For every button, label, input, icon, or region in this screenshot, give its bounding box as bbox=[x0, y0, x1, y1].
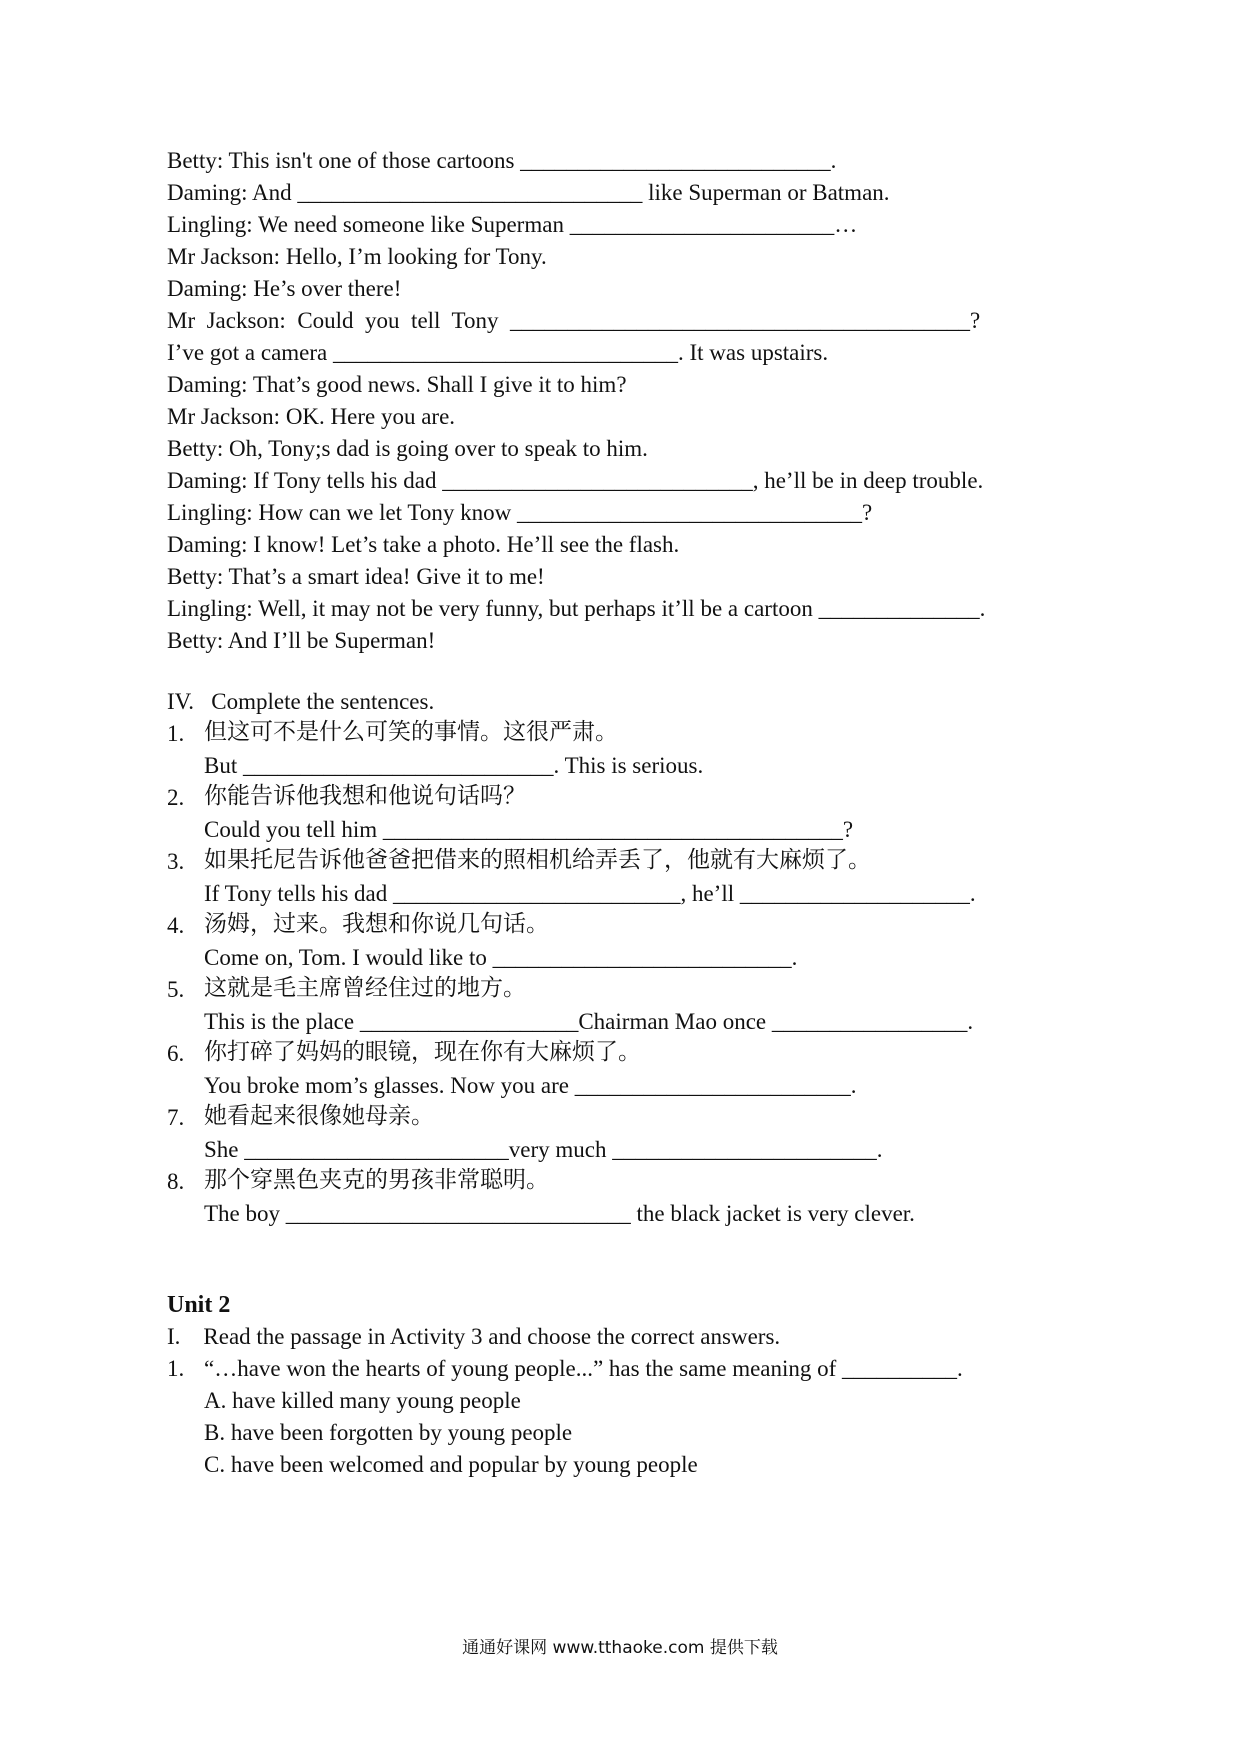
dialogue-line: Daming: That’s good news. Shall I give it to him? bbox=[167, 372, 627, 397]
item-number: 3. bbox=[167, 849, 185, 874]
dialogue-line: Mr Jackson: OK. Here you are. bbox=[167, 404, 456, 429]
chinese-prompt: 汤姆，过来。我想和你说几句话。 bbox=[204, 911, 549, 937]
english-sentence: This is the place ___________________Chairman Mao once _________________. bbox=[204, 1009, 974, 1034]
english-sentence: Could you tell him ________________________________________? bbox=[204, 817, 854, 842]
answer-option: B. have been forgotten by young people bbox=[204, 1420, 573, 1445]
item-number: 2. bbox=[167, 785, 185, 810]
item-number: 6. bbox=[167, 1041, 185, 1066]
dialogue-line: Betty: And I’ll be Superman! bbox=[167, 628, 436, 653]
chinese-prompt: 这就是毛主席曾经住过的地方。 bbox=[204, 975, 526, 1001]
dialogue-line: Lingling: How can we let Tony know ______________________________? bbox=[167, 500, 873, 525]
dialogue-line: Betty: Oh, Tony;s dad is going over to speak to him. bbox=[167, 436, 648, 461]
dialogue-line: Betty: This isn't one of those cartoons ___________________________. bbox=[167, 148, 837, 173]
dialogue-line: Betty: That’s a smart idea! Give it to me! bbox=[167, 564, 545, 589]
item-number: 5. bbox=[167, 977, 185, 1002]
dialogue-line: Daming: If Tony tells his dad ___________________________, he’ll be in deep trouble. bbox=[167, 468, 984, 493]
chinese-prompt: 如果托尼告诉他爸爸把借来的照相机给弄丢了，他就有大麻烦了。 bbox=[204, 847, 871, 873]
dialogue-line: Daming: I know! Let’s take a photo. He’ll see the flash. bbox=[167, 532, 680, 557]
section-heading: I. Read the passage in Activity 3 and choose the correct answers. bbox=[167, 1324, 781, 1349]
dialogue-line: Lingling: We need someone like Superman _______________________… bbox=[167, 212, 858, 237]
chinese-prompt: 那个穿黑色夹克的男孩非常聪明。 bbox=[204, 1167, 549, 1193]
dialogue-line: Lingling: Well, it may not be very funny, but perhaps it’ll be a cartoon ______________. bbox=[167, 596, 986, 621]
english-sentence: You broke mom’s glasses. Now you are ________________________. bbox=[204, 1073, 857, 1098]
answer-option: A. have killed many young people bbox=[204, 1388, 521, 1413]
dialogue-line: I’ve got a camera ______________________________. It was upstairs. bbox=[167, 340, 829, 365]
dialogue-line: Mr Jackson: Hello, I’m looking for Tony. bbox=[167, 244, 547, 269]
english-sentence: Come on, Tom. I would like to __________________________. bbox=[204, 945, 798, 970]
chinese-prompt: 你能告诉他我想和他说句话吗？ bbox=[204, 783, 526, 809]
unit-title: Unit 2 bbox=[167, 1292, 231, 1318]
english-sentence: The boy ______________________________ the black jacket is very clever. bbox=[204, 1201, 915, 1226]
english-sentence: But ___________________________. This is serious. bbox=[204, 753, 704, 778]
question-number: 1. bbox=[167, 1356, 185, 1381]
page-footer: 通通好课网 www.tthaoke.com 提供下载 bbox=[462, 1638, 778, 1658]
dialogue-line: Mr Jackson: Could you tell Tony ________________________________________? bbox=[167, 308, 981, 333]
chinese-prompt: 但这可不是什么可笑的事情。这很严肃。 bbox=[204, 719, 618, 745]
dialogue-line: Daming: He’s over there! bbox=[167, 276, 402, 301]
answer-option: C. have been welcomed and popular by young people bbox=[204, 1452, 698, 1477]
english-sentence: If Tony tells his dad _________________________, he’ll ____________________. bbox=[204, 881, 976, 906]
item-number: 7. bbox=[167, 1105, 185, 1130]
question-text: “…have won the hearts of young people...” has the same meaning of __________. bbox=[204, 1356, 963, 1381]
chinese-prompt: 她看起来很像她母亲。 bbox=[204, 1103, 434, 1129]
chinese-prompt: 你打碎了妈妈的眼镜，现在你有大麻烦了。 bbox=[204, 1039, 641, 1065]
item-number: 4. bbox=[167, 913, 185, 938]
section-heading: IV. Complete the sentences. bbox=[167, 689, 435, 714]
item-number: 1. bbox=[167, 721, 185, 746]
item-number: 8. bbox=[167, 1169, 185, 1194]
english-sentence: She _______________________very much _______________________. bbox=[204, 1137, 883, 1162]
dialogue-line: Daming: And ______________________________ like Superman or Batman. bbox=[167, 180, 890, 205]
